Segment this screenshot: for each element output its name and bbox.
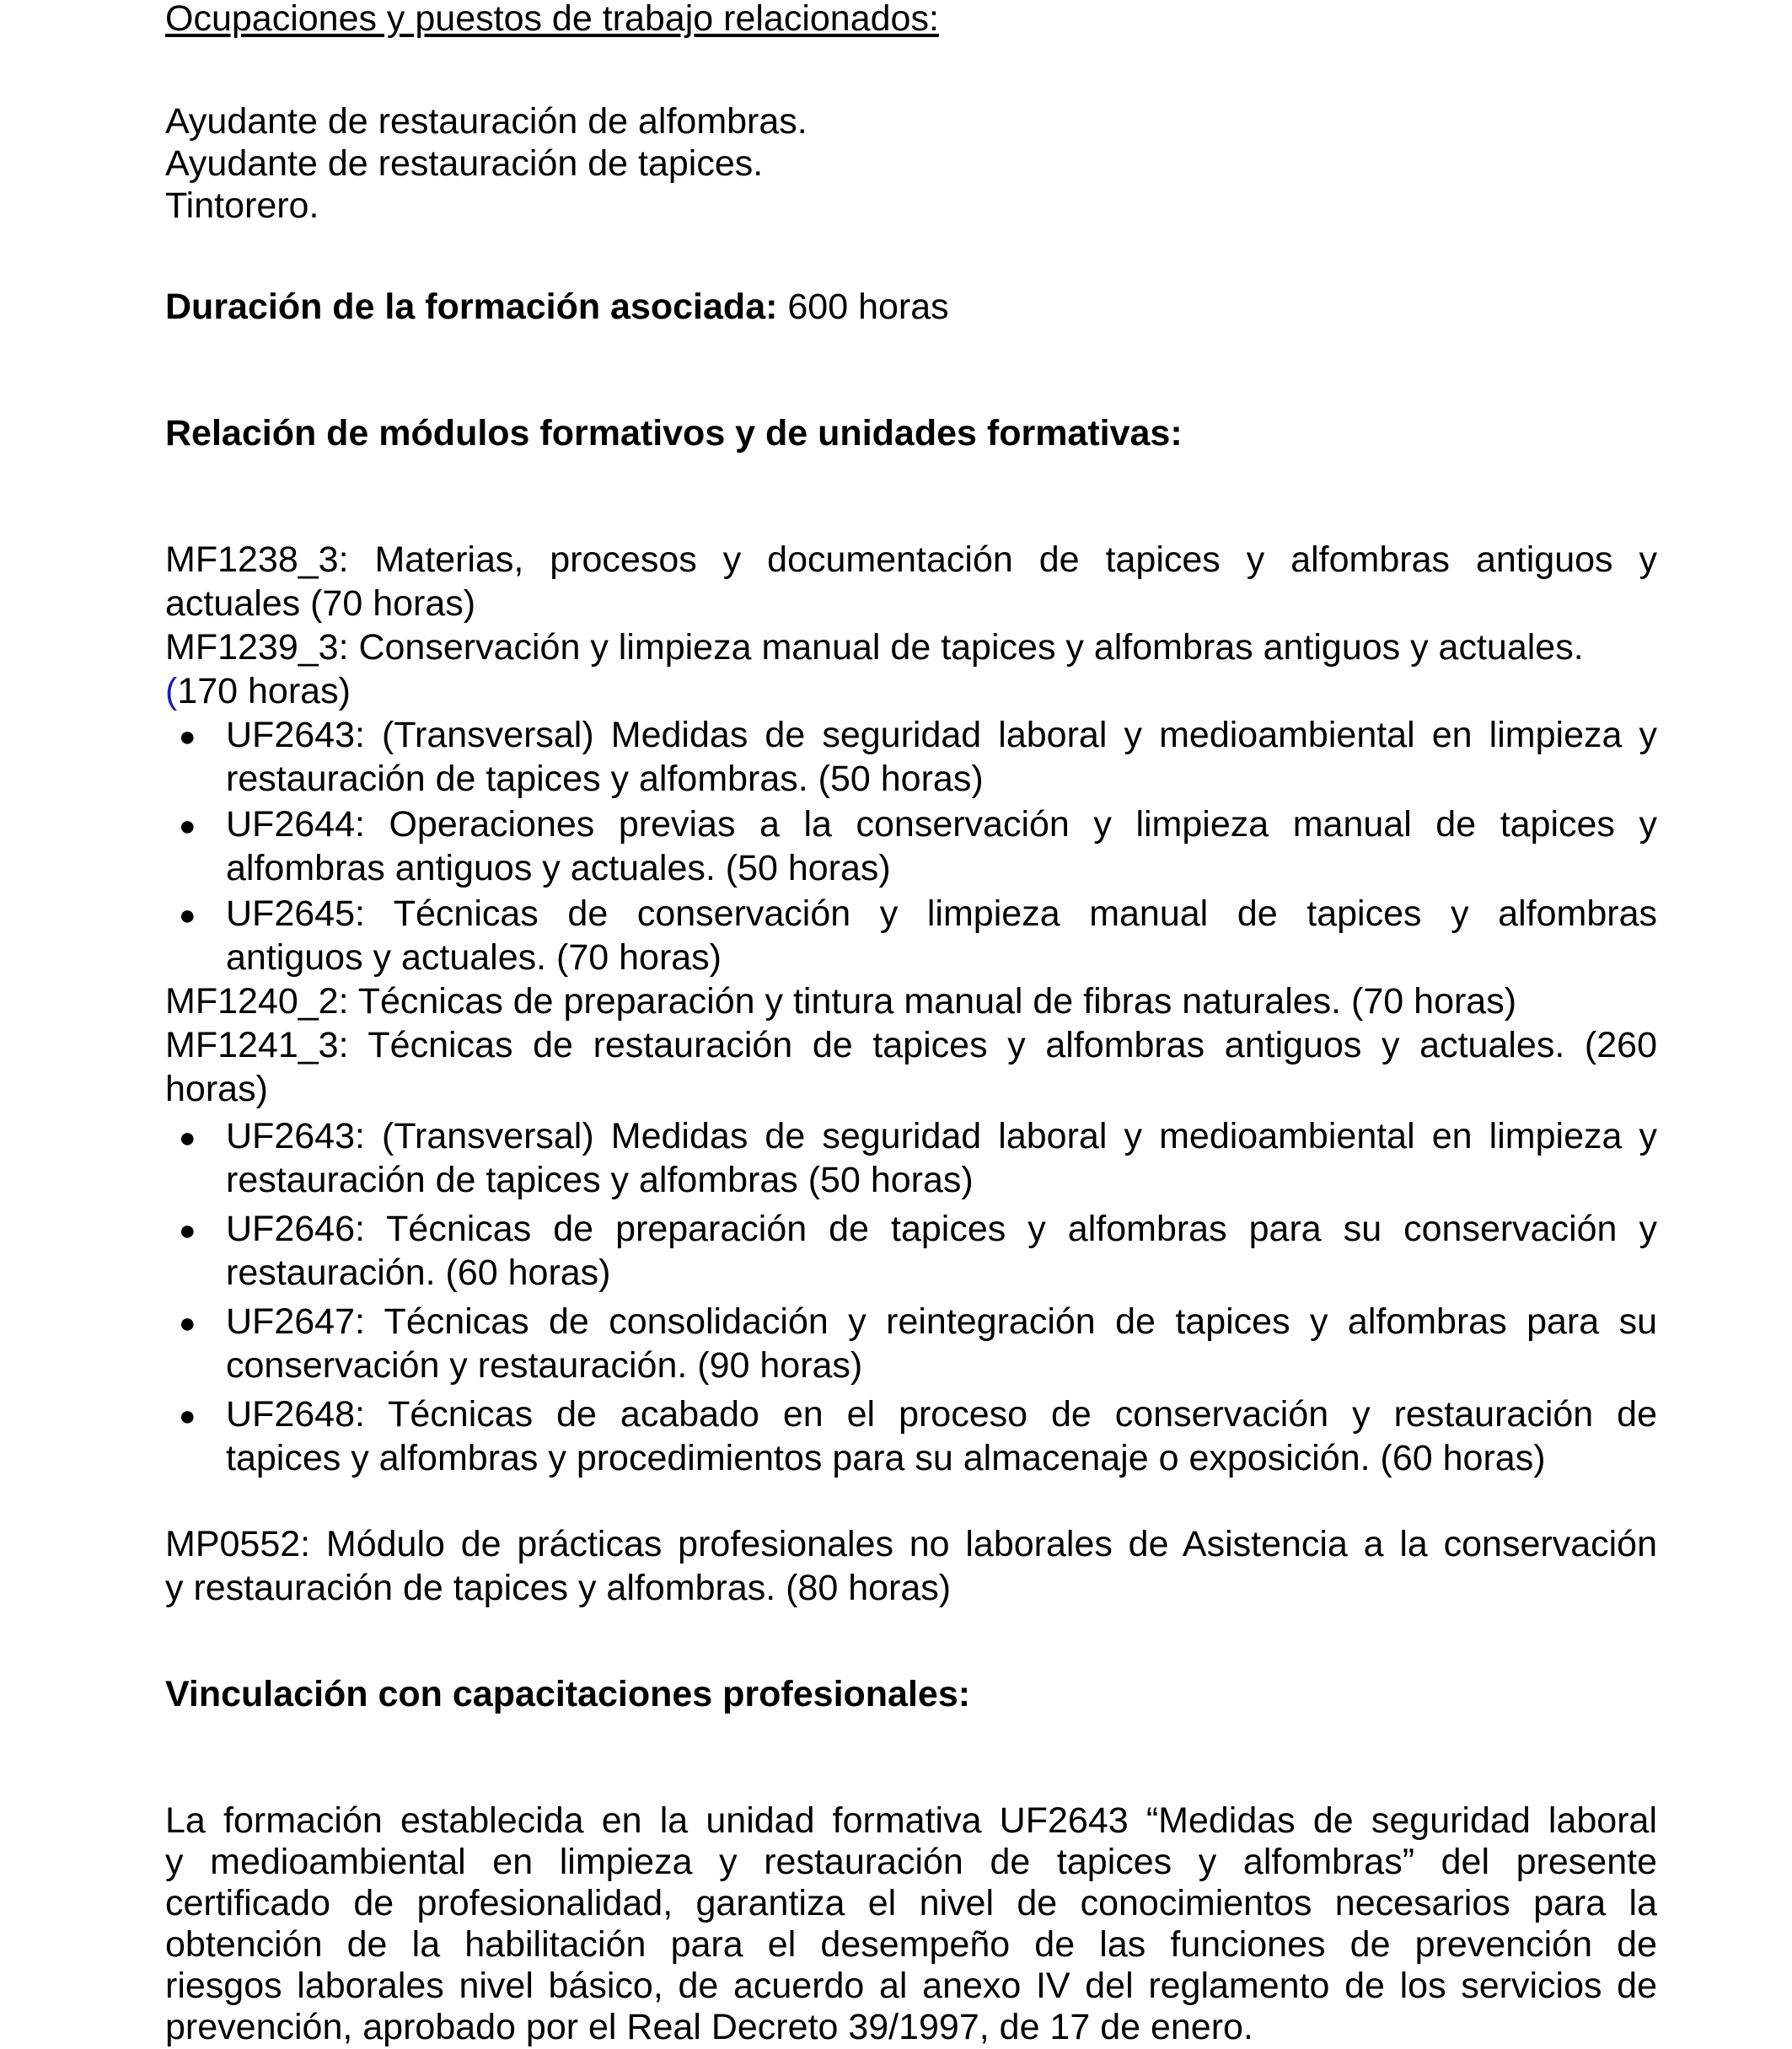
unit-uf2643-line1: UF2643: (Transversal) Medidas de seguridad laboral y medioambiental en limpieza y: [226, 715, 1657, 755]
bullet-icon: ●: [179, 1215, 196, 1247]
unit-uf2645-line2: antiguos y actuales. (70 horas): [226, 937, 722, 978]
occupation-item: Ayudante de restauración de alfombras.: [165, 101, 807, 142]
unit-uf2645-line1: UF2645: Técnicas de conservación y limpieza manual de tapices y alfombras: [226, 893, 1657, 934]
capacitaciones-paragraph-line: La formación establecida en la unidad formativa UF2643 “Medidas de seguridad laboral: [165, 1800, 1657, 1841]
module-mf1238-line2: actuales (70 horas): [165, 583, 476, 624]
module-mf1240-line1: MF1240_2: Técnicas de preparación y tintura manual de fibras naturales. (70 horas): [165, 981, 1517, 1022]
duration-label: Duración de la formación asociada:: [165, 287, 778, 327]
duration-value: 600 horas: [777, 287, 949, 327]
capacitaciones-heading: Vinculación con capacitaciones profesionales:: [165, 1674, 971, 1714]
bullet-icon: ●: [179, 1400, 196, 1432]
unit-uf2644-line2: alfombras antiguos y actuales. (50 horas): [226, 848, 891, 888]
bullet-icon: ●: [179, 1307, 196, 1339]
capacitaciones-paragraph-line: prevención, aprobado por el Real Decreto 39/1997, de 17 de enero.: [165, 2007, 1253, 2047]
unit-uf2646-line1: UF2646: Técnicas de preparación de tapices y alfombras para su conservación y: [226, 1209, 1657, 1249]
duration-line: [165, 285, 949, 329]
unit-uf2647-line1: UF2647: Técnicas de consolidación y reintegración de tapices y alfombras para su: [226, 1301, 1657, 1342]
bullet-icon: ●: [179, 810, 196, 842]
unit-uf2648-line2: tapices y alfombras y procedimientos para su almacenaje o exposición. (60 horas): [226, 1438, 1546, 1478]
module-mf1241-line1: MF1241_3: Técnicas de restauración de tapices y alfombras antiguos y actuales. (260: [165, 1025, 1657, 1065]
occupation-item: Ayudante de restauración de tapices.: [165, 143, 764, 184]
capacitaciones-paragraph-line: y medioambiental en limpieza y restauración de tapices y alfombras” del presente: [165, 1842, 1657, 1882]
unit-uf2647-line2: conservación y restauración. (90 horas): [226, 1345, 863, 1386]
unit-uf2643b-line1: UF2643: (Transversal) Medidas de seguridad laboral y medioambiental en limpieza y: [226, 1116, 1657, 1156]
occupations-heading: Ocupaciones y puestos de trabajo relacionados:: [165, 0, 939, 39]
module-mf1238-line1: MF1238_3: Materias, procesos y documentación de tapices y alfombras antiguos y: [165, 539, 1657, 580]
module-mp0552-line2: y restauración de tapices y alfombras. (80 horas): [165, 1568, 952, 1608]
capacitaciones-paragraph-line: obtención de la habilitación para el desempeño de las funciones de prevención de: [165, 1924, 1657, 1965]
unit-uf2644-line1: UF2644: Operaciones previas a la conservación y limpieza manual de tapices y: [226, 804, 1657, 845]
capacitaciones-paragraph-line: riesgos laborales nivel básico, de acuerdo al anexo IV del reglamento de los servicios de: [165, 1966, 1657, 2006]
occupation-item: Tintorero.: [165, 185, 319, 226]
modules-heading: Relación de módulos formativos y de unidades formativas:: [165, 413, 1183, 453]
paren-open: (: [165, 671, 178, 711]
bullet-icon: ●: [179, 721, 196, 753]
module-mf1239-line1: MF1239_3: Conservación y limpieza manual de tapices y alfombras antiguos y actuales.: [165, 627, 1584, 668]
module-mp0552-line1: MP0552: Módulo de prácticas profesionales no laborales de Asistencia a la conservación: [165, 1524, 1657, 1564]
unit-uf2646-line2: restauración. (60 horas): [226, 1252, 611, 1293]
module-mf1239-line2: [165, 669, 351, 713]
bullet-icon: ●: [179, 899, 196, 931]
module-mf1239-hours: 170 horas): [177, 671, 351, 711]
capacitaciones-paragraph-line: certificado de profesionalidad, garantiza el nivel de conocimientos necesarios para la: [165, 1883, 1657, 1923]
unit-uf2643b-line2: restauración de tapices y alfombras (50 horas): [226, 1160, 974, 1200]
unit-uf2648-line1: UF2648: Técnicas de acabado en el proceso de conservación y restauración de: [226, 1394, 1657, 1435]
module-mf1241-line2: horas): [165, 1069, 268, 1109]
bullet-icon: ●: [179, 1122, 196, 1154]
unit-uf2643-line2: restauración de tapices y alfombras. (50 horas): [226, 759, 984, 799]
